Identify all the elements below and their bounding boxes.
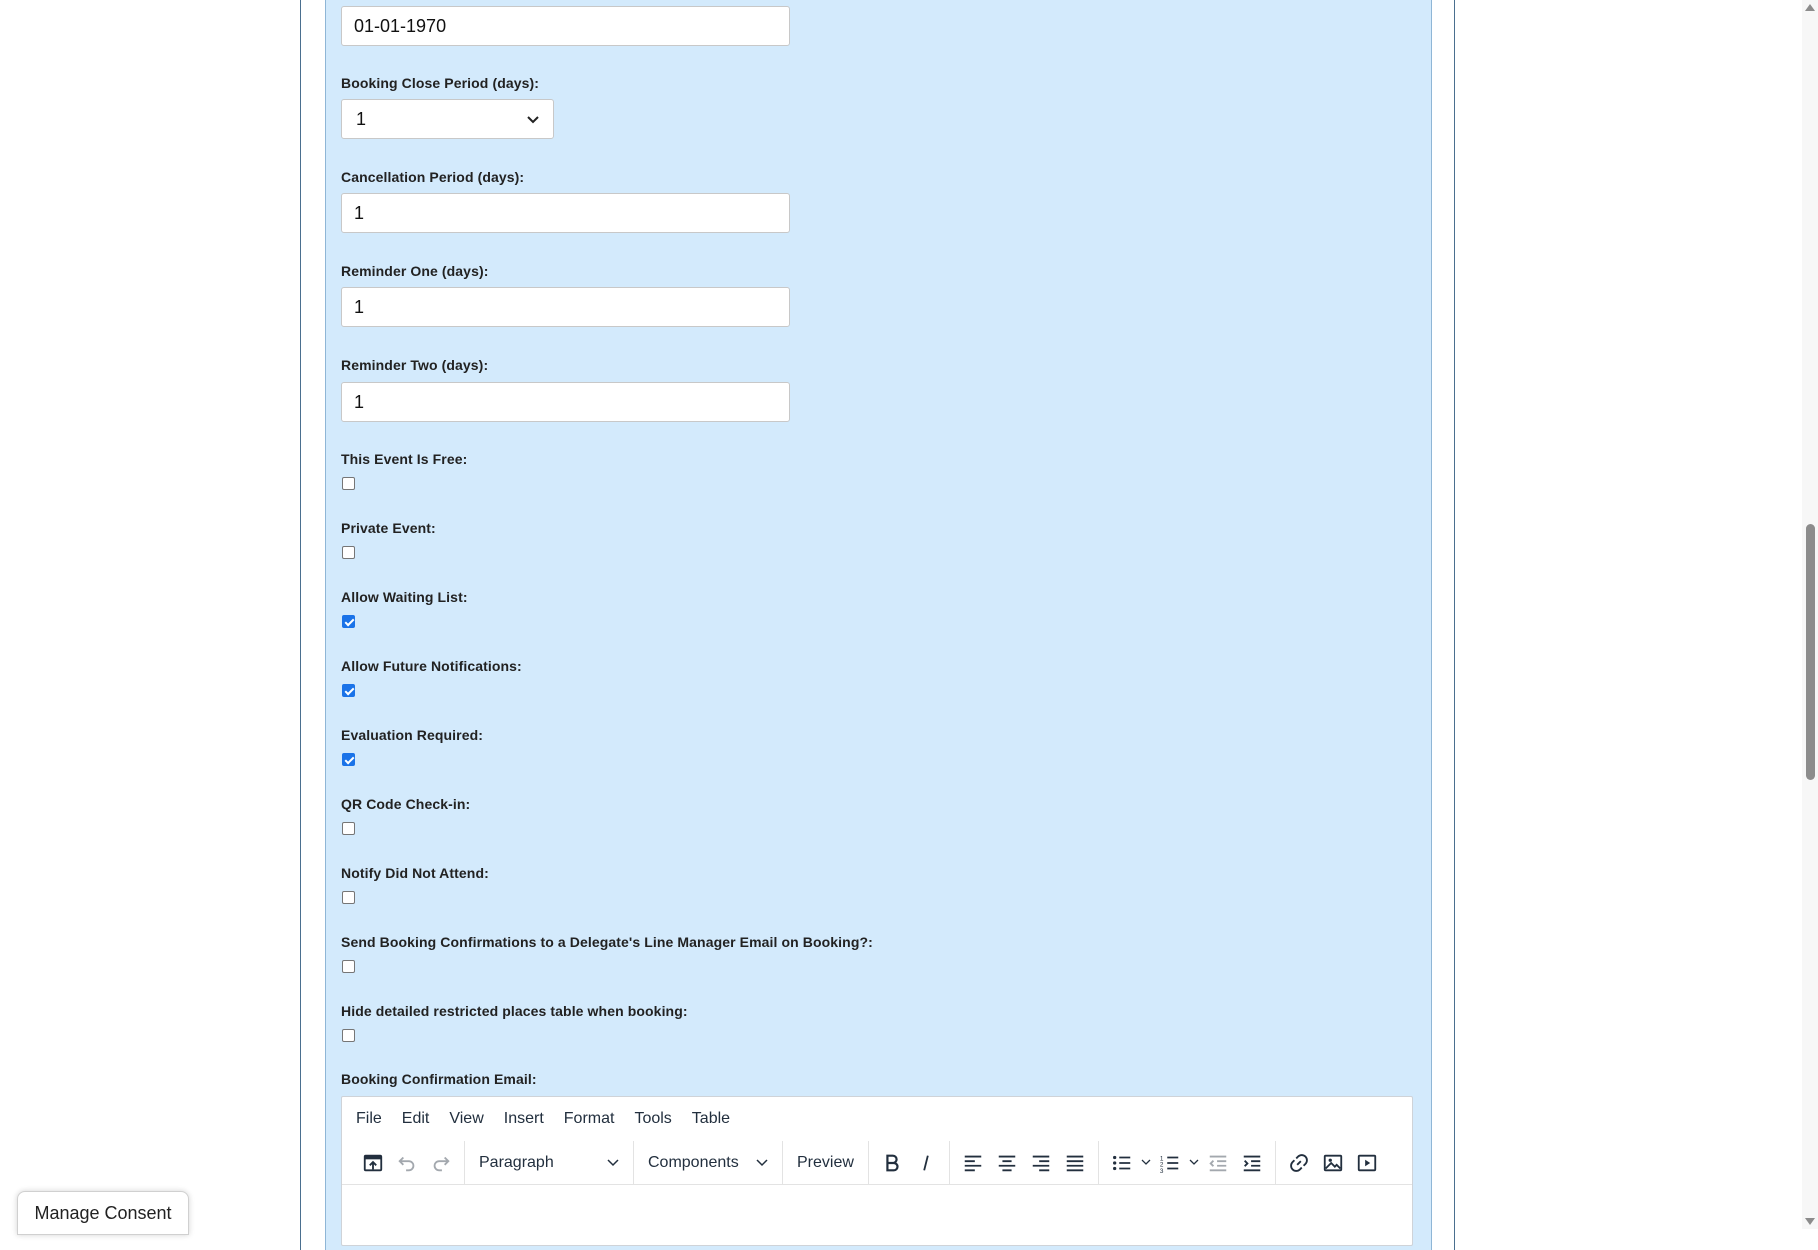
- booking-close-label: Booking Close Period (days):: [341, 75, 540, 91]
- chevron-down-icon: [607, 1154, 619, 1172]
- booking-email-field: [341, 1071, 537, 1087]
- waiting-list-label: Allow Waiting List:: [341, 589, 468, 605]
- preview-group: [783, 1141, 869, 1184]
- reminder-two-field: [341, 357, 488, 373]
- insert-group: [1276, 1141, 1390, 1184]
- svg-text:3: 3: [1159, 1167, 1164, 1174]
- block-format-group: [465, 1141, 634, 1184]
- menu-file[interactable]: File: [356, 1110, 382, 1127]
- text-style-group: [869, 1141, 950, 1184]
- history-group: [350, 1141, 465, 1184]
- components-group: [634, 1141, 783, 1184]
- scroll-down-icon[interactable]: [1805, 1218, 1815, 1225]
- cancellation-field: [341, 169, 524, 185]
- list-group: [1099, 1141, 1276, 1184]
- private-event-field: [341, 520, 436, 536]
- qr-checkin-field: [341, 796, 470, 812]
- evaluation-required-label: Evaluation Required:: [341, 727, 484, 743]
- undo-icon[interactable]: [390, 1146, 424, 1180]
- image-icon[interactable]: [1316, 1146, 1350, 1180]
- private-event-label: Private Event:: [341, 520, 436, 536]
- outdent-icon[interactable]: [1201, 1146, 1235, 1180]
- menu-format[interactable]: Format: [563, 1110, 615, 1127]
- preview-label: Preview: [797, 1153, 854, 1171]
- qr-checkin-checkbox[interactable]: [342, 822, 355, 835]
- qr-checkin-label: QR Code Check-in:: [341, 796, 471, 812]
- form-panel: [325, 0, 1432, 1250]
- manage-consent-label: Manage Consent: [34, 1202, 172, 1223]
- hide-restricted-checkbox[interactable]: [342, 1029, 355, 1042]
- menu-edit[interactable]: Edit: [401, 1110, 430, 1127]
- notify-dna-label: Notify Did Not Attend:: [341, 865, 489, 881]
- reminder-two-label: Reminder Two (days):: [341, 357, 489, 373]
- scroll-up-icon[interactable]: [1805, 4, 1815, 11]
- free-event-checkbox[interactable]: [342, 477, 355, 490]
- scroll-thumb[interactable]: [1806, 524, 1815, 780]
- future-notifications-checkbox[interactable]: [342, 684, 355, 697]
- editor-toolbar: [342, 1141, 1412, 1185]
- hide-restricted-label: Hide detailed restricted places table when booking:: [341, 1003, 688, 1019]
- svg-text:2: 2: [1159, 1161, 1164, 1169]
- waiting-list-checkbox[interactable]: [342, 615, 355, 628]
- reminder-one-input[interactable]: [341, 287, 790, 327]
- notify-dna-checkbox[interactable]: [342, 891, 355, 904]
- booking-close-select[interactable]: [341, 99, 554, 139]
- booking-close-field: [341, 75, 539, 91]
- booking-email-editor: [341, 1096, 1413, 1246]
- upload-icon[interactable]: [356, 1146, 390, 1180]
- evaluation-required-field: [341, 727, 483, 743]
- chevron-down-icon: [756, 1154, 768, 1172]
- chevron-down-icon: [527, 111, 539, 127]
- reminder-two-input[interactable]: [341, 382, 790, 422]
- alignment-group: [950, 1141, 1099, 1184]
- future-notifications-label: Allow Future Notifications:: [341, 658, 522, 674]
- align-center-icon[interactable]: [990, 1146, 1024, 1180]
- link-icon[interactable]: [1282, 1146, 1316, 1180]
- menu-tools[interactable]: Tools: [634, 1110, 672, 1127]
- components-label: Components: [648, 1153, 739, 1171]
- manage-consent-button[interactable]: [17, 1191, 189, 1235]
- page-scrollbar[interactable]: [1802, 0, 1818, 1229]
- line-manager-checkbox[interactable]: [342, 960, 355, 973]
- block-format-label: Paragraph: [479, 1153, 554, 1171]
- menu-insert[interactable]: Insert: [503, 1110, 544, 1127]
- redo-icon[interactable]: [424, 1146, 458, 1180]
- media-icon[interactable]: [1350, 1146, 1384, 1180]
- align-right-icon[interactable]: [1024, 1146, 1058, 1180]
- preview-button[interactable]: [789, 1146, 862, 1180]
- menu-view[interactable]: View: [449, 1110, 484, 1127]
- cancellation-input[interactable]: [341, 193, 790, 233]
- block-format-select[interactable]: [471, 1146, 627, 1180]
- line-manager-field: [341, 934, 873, 950]
- svg-text:1: 1: [1159, 1154, 1164, 1162]
- cancellation-label: Cancellation Period (days):: [341, 169, 525, 185]
- menu-table[interactable]: Table: [691, 1110, 731, 1127]
- italic-icon[interactable]: [909, 1146, 943, 1180]
- hide-restricted-field: [341, 1003, 688, 1019]
- waiting-list-field: [341, 589, 468, 605]
- numbered-list-icon[interactable]: [1153, 1146, 1187, 1180]
- reminder-one-label: Reminder One (days):: [341, 263, 489, 279]
- bold-icon[interactable]: [875, 1146, 909, 1180]
- indent-icon[interactable]: [1235, 1146, 1269, 1180]
- reminder-one-field: [341, 263, 488, 279]
- align-justify-icon[interactable]: [1058, 1146, 1092, 1180]
- notify-dna-field: [341, 865, 489, 881]
- components-select[interactable]: [640, 1146, 776, 1180]
- start-date-input[interactable]: [341, 6, 790, 46]
- private-event-checkbox[interactable]: [342, 546, 355, 559]
- align-left-icon[interactable]: [956, 1146, 990, 1180]
- editor-menubar: [342, 1097, 1412, 1141]
- booking-close-value: 1: [356, 108, 367, 129]
- free-event-field: [341, 451, 467, 467]
- future-notifications-field: [341, 658, 522, 674]
- booking-email-label: Booking Confirmation Email:: [341, 1071, 537, 1087]
- bullet-list-icon[interactable]: [1105, 1146, 1139, 1180]
- free-event-label: This Event Is Free:: [341, 451, 468, 467]
- chevron-down-icon[interactable]: [1187, 1159, 1201, 1166]
- evaluation-required-checkbox[interactable]: [342, 753, 355, 766]
- chevron-down-icon[interactable]: [1139, 1159, 1153, 1166]
- line-manager-label: Send Booking Confirmations to a Delegate's Line Manager Email on Booking?:: [341, 934, 873, 950]
